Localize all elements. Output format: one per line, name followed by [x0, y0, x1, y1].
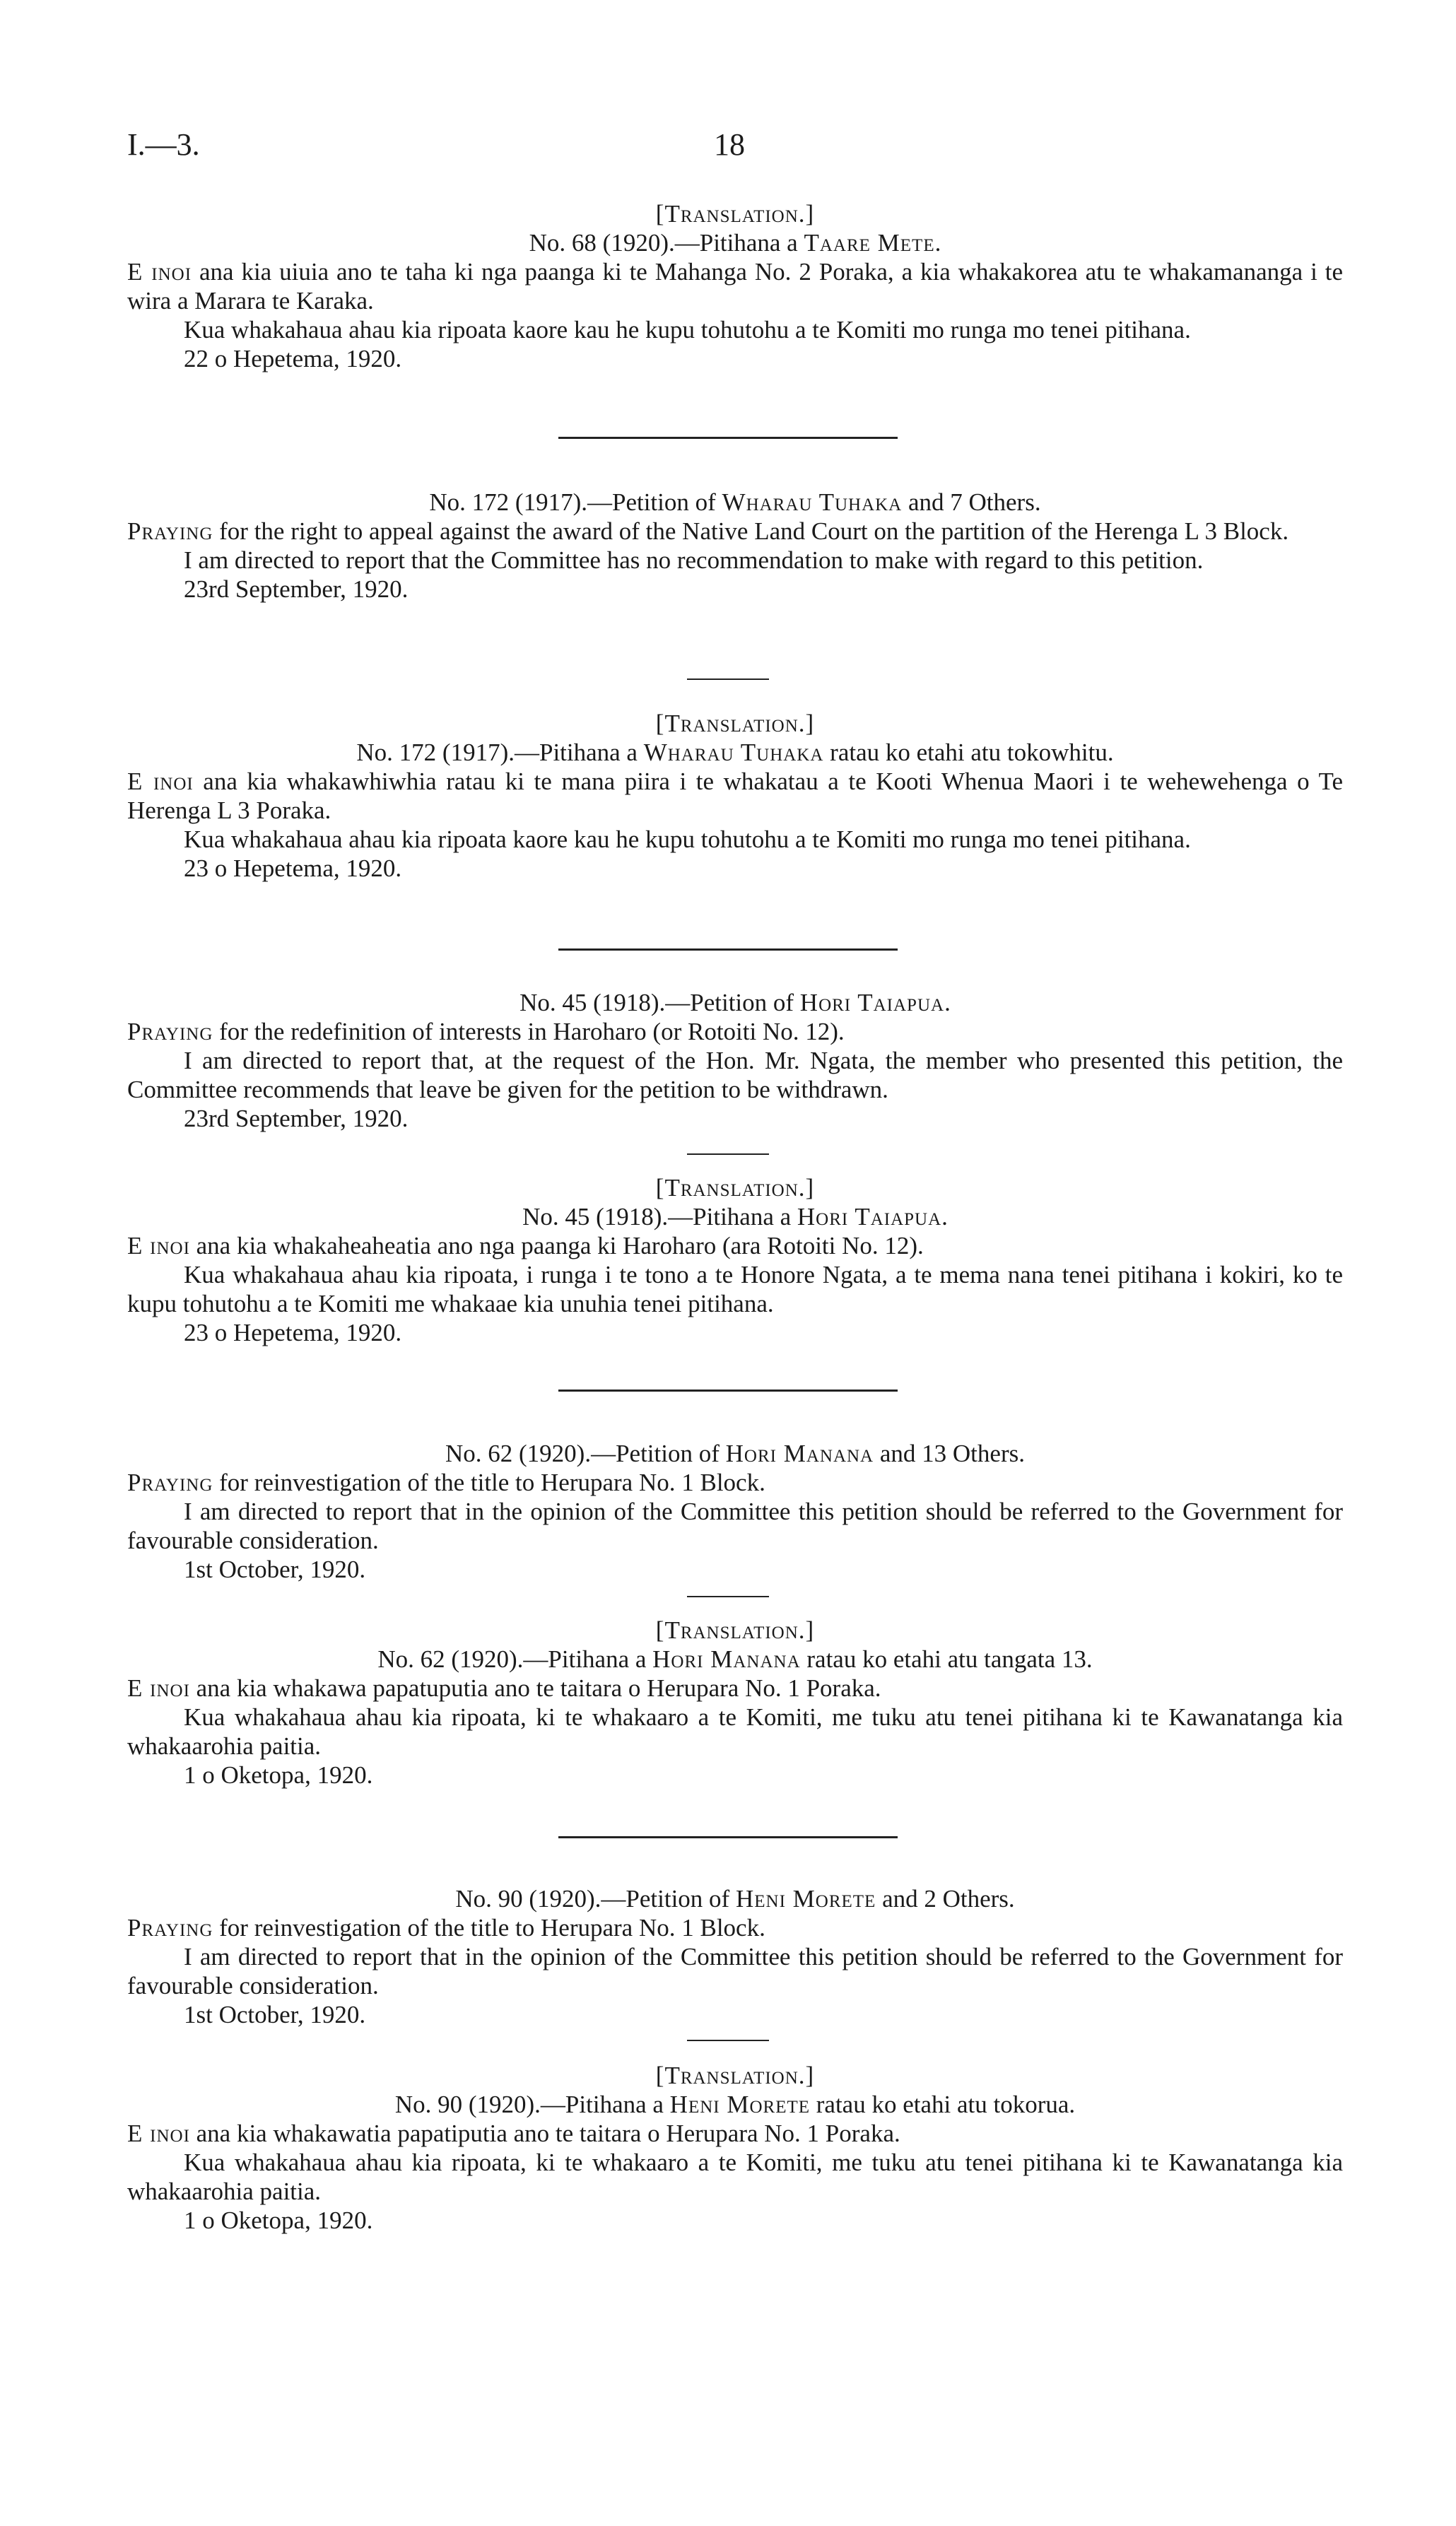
petitioner-name: Heni Morete — [669, 2091, 811, 2118]
report-date: 23rd September, 1920. — [184, 575, 409, 603]
report-paragraph: Kua whakahaua ahau kia ripoata, ki te whakaaro a te Komiti, me tuku atu tenei pitihana ki te Kawanatanga kia whakaarohia paitia. — [127, 1703, 1343, 1760]
petition-entry — [127, 1616, 1343, 1790]
section-divider — [558, 1390, 898, 1392]
section-divider — [558, 437, 898, 439]
section-divider — [558, 1836, 898, 1838]
petition-entry — [127, 1884, 1343, 2029]
report-date: 1 o Oketopa, 1920. — [184, 1761, 373, 1789]
petition-title: No. 172 (1917).—Pitihana a Wharau Tuhaka ratau ko etahi atu tokowhitu. — [356, 739, 1114, 766]
translation-divider — [687, 2040, 769, 2041]
petitioner-name: Hori Manana — [725, 1440, 874, 1467]
report-paragraph: I am directed to report that the Committee has no recommendation to make with regard to this petition. — [184, 546, 1204, 574]
series-reference: I.—3. — [127, 127, 200, 162]
petition-entry — [127, 488, 1343, 604]
translation-label: [Translation.] — [655, 710, 815, 737]
petition-entry — [127, 1439, 1343, 1584]
report-paragraph: Kua whakahaua ahau kia ripoata kaore kau he kupu tohutohu a te Komiti mo runga mo tenei pitihana. — [184, 826, 1191, 853]
section-divider — [558, 948, 898, 951]
report-date: 22 o Hepetema, 1920. — [184, 345, 402, 372]
translation-label: [Translation.] — [655, 2062, 815, 2089]
petitioner-name: Hori Taiapua — [797, 1203, 942, 1230]
report-paragraph: Kua whakahaua ahau kia ripoata kaore kau he kupu tohutohu a te Komiti mo runga mo tenei pitihana. — [184, 316, 1191, 343]
prayer-paragraph: E inoi ana kia uiuia ano te taha ki nga paanga ki te Mahanga No. 2 Poraka, a kia whakakorea atu te whakamananga i te wira a Marara te Karaka. — [127, 258, 1343, 315]
petition-title: No. 45 (1918).—Pitihana a Hori Taiapua. — [522, 1203, 948, 1230]
petition-title: No. 68 (1920).—Pitihana a Taare Mete. — [529, 229, 941, 257]
prayer-paragraph: E inoi ana kia whakaheaheatia ano nga paanga ki Haroharo (ara Rotoiti No. 12). — [127, 1232, 924, 1259]
prayer-paragraph: Praying for the redefinition of interests in Haroharo (or Rotoiti No. 12). — [127, 1018, 845, 1045]
petition-title: No. 62 (1920).—Petition of Hori Manana and 13 Others. — [445, 1440, 1025, 1467]
prayer-paragraph: E inoi ana kia whakawa papatuputia ano te taitara o Herupara No. 1 Poraka. — [127, 1674, 881, 1702]
petition-title: No. 172 (1917).—Petition of Wharau Tuhaka and 7 Others. — [429, 488, 1041, 516]
report-date: 23rd September, 1920. — [184, 1105, 409, 1132]
petition-entry — [127, 709, 1343, 883]
translation-divider — [687, 1596, 769, 1597]
petition-entry — [127, 2061, 1343, 2235]
report-date: 1st October, 1920. — [184, 1556, 366, 1583]
petition-entry — [127, 1173, 1343, 1347]
report-date: 1st October, 1920. — [184, 2001, 366, 2028]
report-paragraph: Kua whakahaua ahau kia ripoata, ki te whakaaro a te Komiti, me tuku atu tenei pitihana ki te Kawanatanga kia whakaarohia paitia. — [127, 2149, 1343, 2205]
petition-title: No. 45 (1918).—Petition of Hori Taiapua. — [519, 989, 951, 1016]
petition-title: No. 90 (1920).—Pitihana a Heni Morete ratau ko etahi atu tokorua. — [394, 2091, 1076, 2118]
petitioner-name: Wharau Tuhaka — [722, 488, 903, 516]
prayer-paragraph: E inoi ana kia whakawatia papatiputia ano te taitara o Herupara No. 1 Poraka. — [127, 2120, 900, 2147]
petition-title: No. 62 (1920).—Pitihana a Hori Manana ratau ko etahi atu tangata 13. — [377, 1645, 1093, 1673]
translation-label: [Translation.] — [655, 1174, 815, 1202]
petitioner-name: Hori Manana — [652, 1645, 801, 1673]
report-date: 23 o Hepetema, 1920. — [184, 1319, 402, 1346]
page-number: 18 — [714, 127, 745, 162]
petitioner-name: Heni Morete — [735, 1885, 876, 1913]
report-date: 1 o Oketopa, 1920. — [184, 2207, 373, 2234]
petition-entry — [127, 199, 1343, 373]
prayer-paragraph: Praying for reinvestigation of the title to Herupara No. 1 Block. — [127, 1914, 765, 1942]
report-paragraph: Kua whakahaua ahau kia ripoata, i runga i te tono a te Honore Ngata, a te mema nana tenei pitihana i kokiri, ko te kupu tohutohu a te Komiti me whakaae kia unuhia tenei pitihana. — [127, 1261, 1343, 1317]
translation-label: [Translation.] — [655, 1616, 815, 1644]
prayer-paragraph: Praying for the right to appeal against the award of the Native Land Court on the partition of the Herenga L 3 Block. — [127, 517, 1289, 545]
report-paragraph: I am directed to report that, at the request of the Hon. Mr. Ngata, the member who presented this petition, the Committee recommends that leave be given for the petition to be withdrawn. — [127, 1047, 1343, 1103]
petitioner-name: Hori Taiapua — [799, 989, 945, 1016]
petitioner-name: Wharau Tuhaka — [643, 739, 824, 766]
petitioner-name: Taare Mete — [804, 229, 935, 257]
prayer-paragraph: E inoi ana kia whakawhiwhia ratau ki te mana piira i te whakatau a te Kooti Whenua Maori i te wehewehenga o Te Herenga L 3 Poraka. — [127, 768, 1343, 824]
prayer-paragraph: Praying for reinvestigation of the title to Herupara No. 1 Block. — [127, 1469, 765, 1496]
petition-title: No. 90 (1920).—Petition of Heni Morete and 2 Others. — [455, 1885, 1015, 1913]
translation-label: [Translation.] — [655, 200, 815, 228]
translation-divider — [687, 679, 769, 680]
report-paragraph: I am directed to report that in the opinion of the Committee this petition should be referred to the Government for favourable consideration. — [127, 1943, 1343, 1999]
translation-divider — [687, 1153, 769, 1155]
report-paragraph: I am directed to report that in the opinion of the Committee this petition should be referred to the Government for favourable consideration. — [127, 1498, 1343, 1554]
report-date: 23 o Hepetema, 1920. — [184, 854, 402, 882]
petition-entry — [127, 988, 1343, 1133]
